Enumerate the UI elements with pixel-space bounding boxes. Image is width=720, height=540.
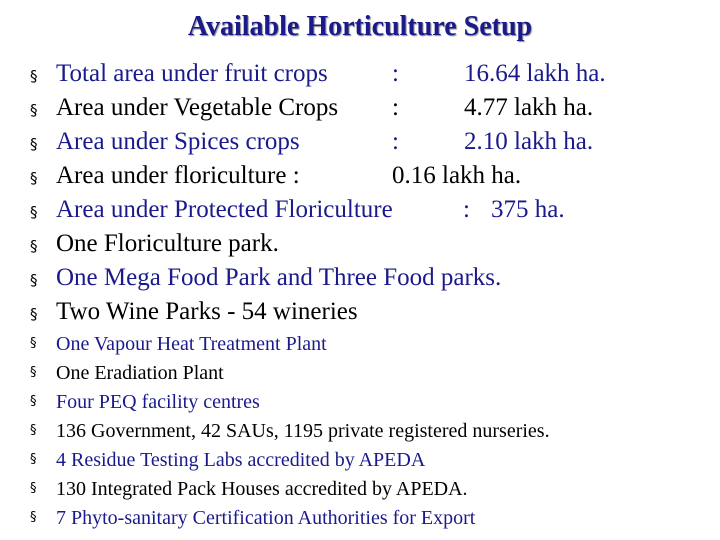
bullet-icon: § — [30, 203, 38, 221]
bullet-icon: § — [30, 481, 37, 496]
bullet-icon: § — [30, 365, 37, 380]
item-text: One Mega Food Park and Three Food parks. — [56, 264, 502, 291]
item-text: One Vapour Heat Treatment Plant — [56, 333, 327, 355]
item-value: 16.64 lakh ha. — [464, 60, 606, 87]
bullet-icon: § — [30, 135, 38, 153]
bullet-icon: § — [30, 67, 38, 85]
item-text: One Eradiation Plant — [56, 362, 224, 384]
item-text: One Floriculture park. — [56, 230, 279, 257]
item-separator: : — [392, 94, 399, 121]
item-value: 2.10 lakh ha. — [464, 128, 594, 155]
item-label: Area under Vegetable Crops — [56, 94, 339, 121]
item-text: 4 Residue Testing Labs accredited by APEDA — [56, 449, 426, 471]
page-title: Available Horticulture Setup — [187, 11, 533, 42]
bullet-icon: § — [30, 305, 38, 323]
item-text: 136 Government, 42 SAUs, 1195 private registered nurseries. — [56, 420, 550, 442]
item-text: Four PEQ facility centres — [56, 391, 260, 413]
item-text: 130 Integrated Pack Houses accredited by APEDA. — [56, 478, 468, 500]
item-label: Area under Spices crops — [56, 128, 300, 155]
bullet-icon: § — [30, 336, 37, 351]
bullet-icon: § — [30, 394, 37, 409]
item-text: Two Wine Parks - 54 wineries — [56, 298, 358, 325]
item-separator: : — [392, 60, 399, 87]
item-label: Area under floriculture : — [56, 162, 300, 189]
item-label: Area under Protected Floriculture — [56, 196, 393, 223]
bullet-icon: § — [30, 169, 38, 187]
bullet-icon: § — [30, 237, 38, 255]
item-separator: : — [463, 196, 470, 223]
item-label: Total area under fruit crops — [56, 60, 328, 87]
item-text: 7 Phyto-sanitary Certification Authorities for Export — [56, 507, 476, 529]
bullet-icon: § — [30, 423, 37, 438]
item-value: 4.77 lakh ha. — [464, 94, 594, 121]
bullet-icon: § — [30, 101, 38, 119]
item-value: 0.16 lakh ha. — [392, 162, 522, 189]
bullet-icon: § — [30, 510, 37, 525]
bullet-icon: § — [30, 271, 38, 289]
bullet-icon: § — [30, 452, 37, 467]
item-value: 375 ha. — [491, 196, 565, 223]
item-separator: : — [392, 128, 399, 155]
